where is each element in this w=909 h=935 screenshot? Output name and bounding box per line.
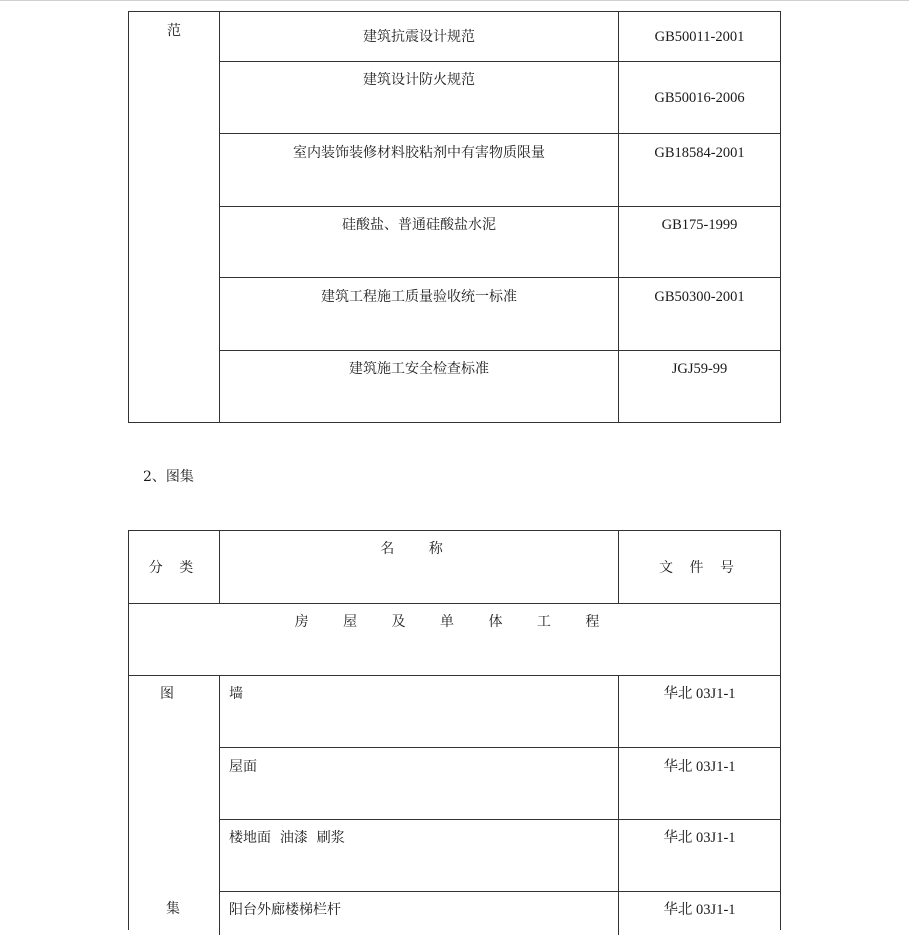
page-top-rule [0, 0, 909, 1]
atlas-item-code: 华北 03J1-1 [663, 902, 736, 918]
standard-name: 建筑设计防火规范 [363, 72, 475, 88]
atlas-row-divider [219, 891, 781, 892]
standard-code: GB50016-2006 [654, 90, 745, 106]
standard-name: 建筑抗震设计规范 [363, 29, 475, 45]
atlas-table-divider [219, 675, 220, 935]
section-heading: 2、图集 [143, 469, 194, 485]
standard-name: 建筑施工安全检查标准 [349, 361, 489, 377]
atlas-item-code: 华北 03J1-1 [663, 686, 736, 702]
standard-code: GB175-1999 [661, 217, 738, 233]
atlas-group-divider [128, 675, 781, 676]
header-category: 分 类 [148, 560, 200, 576]
group-title: 房 屋 及 单 体 工 程 [294, 614, 615, 630]
atlas-table-divider [618, 675, 619, 935]
standard-code: GB50011-2001 [654, 29, 745, 45]
header-code: 文 件 号 [659, 560, 740, 576]
atlas-item-name: 阳台外廊楼梯栏杆 [229, 902, 341, 918]
standards-row-divider [219, 61, 781, 62]
atlas-item-code: 华北 03J1-1 [663, 759, 736, 775]
standard-code: GB50300-2001 [654, 289, 745, 305]
standard-code: JGJ59-99 [671, 361, 728, 377]
standards-category: 范 [167, 23, 181, 39]
atlas-category-top: 图 [160, 686, 174, 702]
atlas-header-divider [128, 603, 781, 604]
standard-code: GB18584-2001 [654, 145, 745, 161]
standard-name: 硅酸盐、普通硅酸盐水泥 [342, 217, 496, 233]
standards-row-divider [219, 133, 781, 134]
atlas-item-name: 屋面 [229, 759, 257, 775]
standards-row-divider [219, 350, 781, 351]
atlas-row-divider [219, 819, 781, 820]
atlas-table [128, 530, 781, 930]
standard-name: 建筑工程施工质量验收统一标准 [321, 289, 517, 305]
atlas-item-name: 墙 [229, 686, 243, 702]
standards-row-divider [219, 206, 781, 207]
standards-row-divider [219, 277, 781, 278]
atlas-item-code: 华北 03J1-1 [663, 830, 736, 846]
atlas-row-divider [219, 747, 781, 748]
atlas-item-name: 楼地面 油漆 刷浆 [229, 830, 345, 846]
standard-name: 室内装饰装修材料胶粘剂中有害物质限量 [293, 145, 545, 161]
atlas-category-bottom: 集 [166, 901, 180, 917]
header-name: 名 称 [380, 541, 458, 557]
